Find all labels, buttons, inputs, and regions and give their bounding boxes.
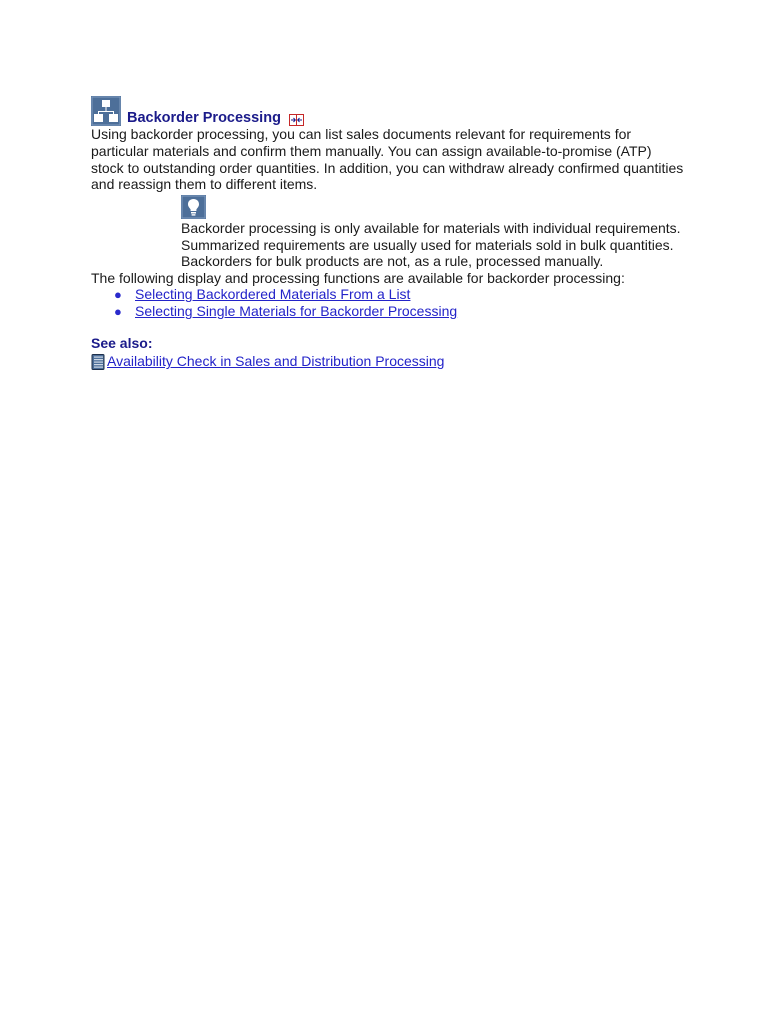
link-availability-check[interactable]: Availability Check in Sales and Distribution Processing <box>107 353 445 370</box>
page-title: Backorder Processing <box>127 110 281 126</box>
link-selecting-backordered-materials[interactable]: Selecting Backordered Materials From a List <box>135 286 411 303</box>
bullet-icon: ● <box>114 287 122 303</box>
intro-line: Using backorder processing, you can list sales documents relevant for requirements for <box>91 126 632 142</box>
intro-line: particular materials and confirm them manually. You can assign available-to-promise (ATP) <box>91 142 652 159</box>
list-item <box>114 286 691 303</box>
intro-paragraph <box>91 126 691 193</box>
note-line: Backorder processing is only available for materials with individual requirements. <box>181 220 681 237</box>
list-item <box>114 303 691 320</box>
lightbulb-icon <box>181 195 206 219</box>
heading-row <box>91 94 691 126</box>
note-block <box>181 195 691 270</box>
functions-intro: The following display and processing functions are available for backorder processing: <box>91 269 625 286</box>
expand-icon[interactable] <box>289 113 304 125</box>
function-link-list <box>114 286 691 320</box>
link-selecting-single-materials[interactable]: Selecting Single Materials for Backorder Processing <box>135 303 458 320</box>
book-icon <box>91 354 106 370</box>
intro-line: and reassign them to different items. <box>91 176 318 193</box>
see-also-heading: See also: <box>91 335 153 352</box>
note-line: Summarized requirements are usually used for materials sold in bulk quantities. <box>181 236 674 253</box>
intro-line: stock to outstanding order quantities. In addition, you can withdraw already confirmed quantities <box>91 159 684 176</box>
document-body <box>91 94 691 370</box>
see-also-row <box>91 353 691 370</box>
note-line: Backorders for bulk products are not, as a rule, processed manually. <box>181 253 604 270</box>
bullet-icon: ● <box>114 304 122 320</box>
structure-icon <box>91 96 121 126</box>
